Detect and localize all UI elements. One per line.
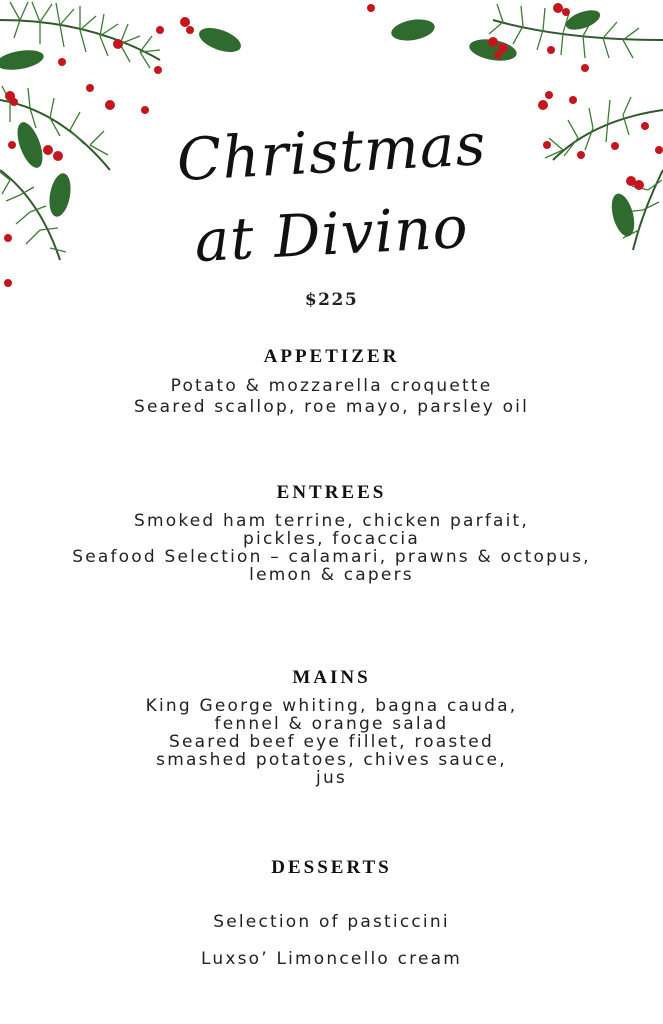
menu-title-line-2: at Divino — [192, 192, 471, 276]
entrees-line: Seafood Selection – calamari, prawns & octopus, — [72, 547, 591, 567]
entrees-line: Smoked ham terrine, chicken parfait, — [133, 511, 530, 531]
mains-line: smashed potatoes, chives sauce, — [156, 750, 507, 770]
mains-line: Seared beef eye fillet, roasted — [169, 732, 494, 752]
dessert-item: Luxso’ Limoncello cream — [200, 949, 463, 969]
appetizer-heading: APPETIZER — [263, 346, 400, 367]
appetizer-item: Potato & mozzarella croquette — [170, 376, 493, 396]
entrees-line: lemon & capers — [249, 565, 414, 585]
mains-heading: MAINS — [292, 667, 371, 688]
mains-section — [0, 667, 663, 787]
desserts-heading: DESSERTS — [271, 857, 392, 878]
mains-line: King George whiting, bagna cauda, — [145, 696, 518, 716]
entrees-heading: ENTREES — [276, 482, 387, 503]
mains-line: jus — [316, 768, 347, 788]
mains-line: fennel & orange salad — [214, 714, 449, 734]
menu-title-line-1: Christmas — [175, 109, 488, 195]
entrees-section — [0, 482, 663, 584]
appetizer-item: Seared scallop, roe mayo, parsley oil — [133, 397, 530, 417]
dessert-item: Selection of pasticcini — [213, 912, 450, 932]
menu-price: $225 — [304, 290, 359, 310]
entrees-line: pickles, focaccia — [243, 529, 420, 549]
appetizer-section — [0, 346, 663, 418]
desserts-section — [0, 857, 663, 986]
